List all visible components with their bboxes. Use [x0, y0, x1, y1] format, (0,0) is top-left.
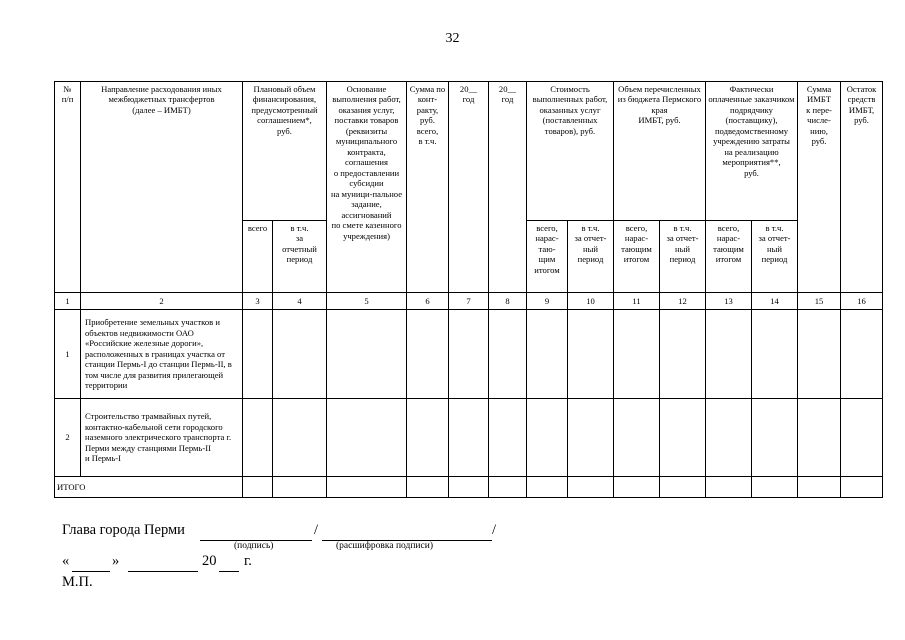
date-year-suffix: г. — [244, 553, 252, 569]
column-number: 4 — [273, 293, 327, 310]
header-num: № п/п — [55, 82, 81, 293]
header-basis: Основание выполнения работ, оказания услуг, поставки товаров (реквизиты муниципального контракта, соглашения о предоставлении субсидии на муници-пальное задание, ассигнований по смете казенного учреждения) — [327, 82, 407, 293]
column-number: 13 — [706, 293, 752, 310]
header-remainder: Остаток средств ИМБТ, руб. — [841, 82, 883, 293]
data-cell — [660, 399, 706, 477]
data-cell — [614, 477, 660, 498]
date-open-quote: « — [62, 553, 70, 569]
data-cell — [273, 310, 327, 399]
data-cell — [273, 477, 327, 498]
data-cell — [527, 477, 568, 498]
data-cell — [706, 477, 752, 498]
date-month-line — [128, 571, 198, 572]
data-cell — [752, 310, 798, 399]
row-description-text: Приобретение земельных участков и объектов недвижимости ОАО «Российские железные дороги», расположенных в границах участка от станции Пермь-I до станции Пермь-II, в том числе для развития прилегающей территории — [85, 317, 232, 391]
data-cell — [407, 477, 449, 498]
report-table — [54, 81, 883, 498]
stamp-place: М.П. — [62, 574, 93, 590]
column-number: 3 — [243, 293, 273, 310]
data-cell — [798, 477, 841, 498]
data-cell — [841, 399, 883, 477]
header-transferred: Объем перечисленных из бюджета Пермского края ИМБТ, руб. — [614, 82, 706, 221]
row-description — [81, 399, 243, 477]
caption-signature: (подпись) — [234, 541, 274, 551]
column-number: 5 — [327, 293, 407, 310]
data-cell — [243, 399, 273, 477]
column-number: 6 — [407, 293, 449, 310]
data-cell — [660, 477, 706, 498]
header-year-1: 20__ год — [449, 82, 489, 293]
column-number: 10 — [568, 293, 614, 310]
data-cell — [449, 399, 489, 477]
header-actual-incl: в т.ч. за отчет- ный период — [752, 221, 798, 293]
table-row — [55, 399, 883, 477]
data-cell — [706, 399, 752, 477]
date-close-quote: » — [112, 553, 120, 569]
data-cell — [489, 310, 527, 399]
data-cell — [243, 477, 273, 498]
data-cell — [489, 477, 527, 498]
data-cell — [706, 310, 752, 399]
data-cell — [568, 399, 614, 477]
column-number: 1 — [55, 293, 81, 310]
page-number: 32 — [445, 31, 460, 46]
column-number: 8 — [489, 293, 527, 310]
header-transferred-total: всего, нарас- тающим итогом — [614, 221, 660, 293]
column-number-row — [55, 293, 883, 310]
data-cell — [327, 399, 407, 477]
data-cell — [407, 399, 449, 477]
data-cell — [798, 310, 841, 399]
data-cell — [527, 399, 568, 477]
header-actual: Фактически оплаченные заказчиком подрядчику (поставщику), подведомственному учреждению затраты на реализацию мероприятия**, руб. — [706, 82, 798, 221]
data-cell — [752, 477, 798, 498]
header-cost-total: всего, нарас- таю- щим итогом — [527, 221, 568, 293]
header-planned-incl: в т.ч. за отчетный период — [273, 221, 327, 293]
column-number: 14 — [752, 293, 798, 310]
data-cell — [449, 310, 489, 399]
header-year-2: 20__ год — [489, 82, 527, 293]
data-cell — [449, 477, 489, 498]
column-number: 9 — [527, 293, 568, 310]
header-direction: Направление расходования иных межбюджетных трансфертов (далее – ИМБТ) — [81, 82, 243, 293]
data-cell — [273, 399, 327, 477]
caption-decode: (расшифровка подписи) — [336, 541, 433, 551]
data-cell — [527, 310, 568, 399]
header-cost: Стоимость выполненных работ, оказанных услуг (поставленных товаров), руб. — [527, 82, 614, 221]
header-cost-incl: в т.ч. за отчет- ный период — [568, 221, 614, 293]
header-sum-imbt: Сумма ИМБТ к пере-числе-нию, руб. — [798, 82, 841, 293]
total-label: ИТОГО — [55, 477, 243, 498]
data-cell — [614, 399, 660, 477]
column-number: 11 — [614, 293, 660, 310]
column-number: 15 — [798, 293, 841, 310]
date-year-line — [219, 571, 239, 572]
header-planned: Плановый объем финансирования, предусмотренный соглашением*, руб. — [243, 82, 327, 221]
data-cell — [489, 399, 527, 477]
row-number: 2 — [55, 399, 81, 477]
signature-slash: / — [314, 522, 319, 538]
data-cell — [568, 310, 614, 399]
data-cell — [614, 310, 660, 399]
date-day-line — [72, 571, 110, 572]
data-cell — [841, 477, 883, 498]
column-number: 7 — [449, 293, 489, 310]
data-cell — [752, 399, 798, 477]
total-row — [55, 477, 883, 498]
data-cell — [327, 310, 407, 399]
column-number: 2 — [81, 293, 243, 310]
header-planned-total: всего — [243, 221, 273, 293]
data-cell — [798, 399, 841, 477]
column-number: 16 — [841, 293, 883, 310]
row-description-text: Строительство трамвайных путей, контактно-кабельной сети городского наземного электрического транспорта г. Перми между станциями Пермь-II и Пермь-I — [85, 411, 232, 464]
data-cell — [243, 310, 273, 399]
signature-title: Глава города Перми — [62, 522, 185, 538]
data-cell — [841, 310, 883, 399]
data-cell — [568, 477, 614, 498]
data-cell — [660, 310, 706, 399]
data-cell — [327, 477, 407, 498]
table-row — [55, 310, 883, 399]
header-actual-total: всего, нарас- тающим итогом — [706, 221, 752, 293]
row-number: 1 — [55, 310, 81, 399]
signature-slash-end: / — [492, 522, 497, 538]
row-description — [81, 310, 243, 399]
header-transferred-incl: в т.ч. за отчет- ный период — [660, 221, 706, 293]
data-cell — [407, 310, 449, 399]
date-year-prefix: 20 — [202, 553, 217, 569]
header-sum-contract: Сумма по конт-ракту, руб. всего, в т.ч. — [407, 82, 449, 293]
column-number: 12 — [660, 293, 706, 310]
